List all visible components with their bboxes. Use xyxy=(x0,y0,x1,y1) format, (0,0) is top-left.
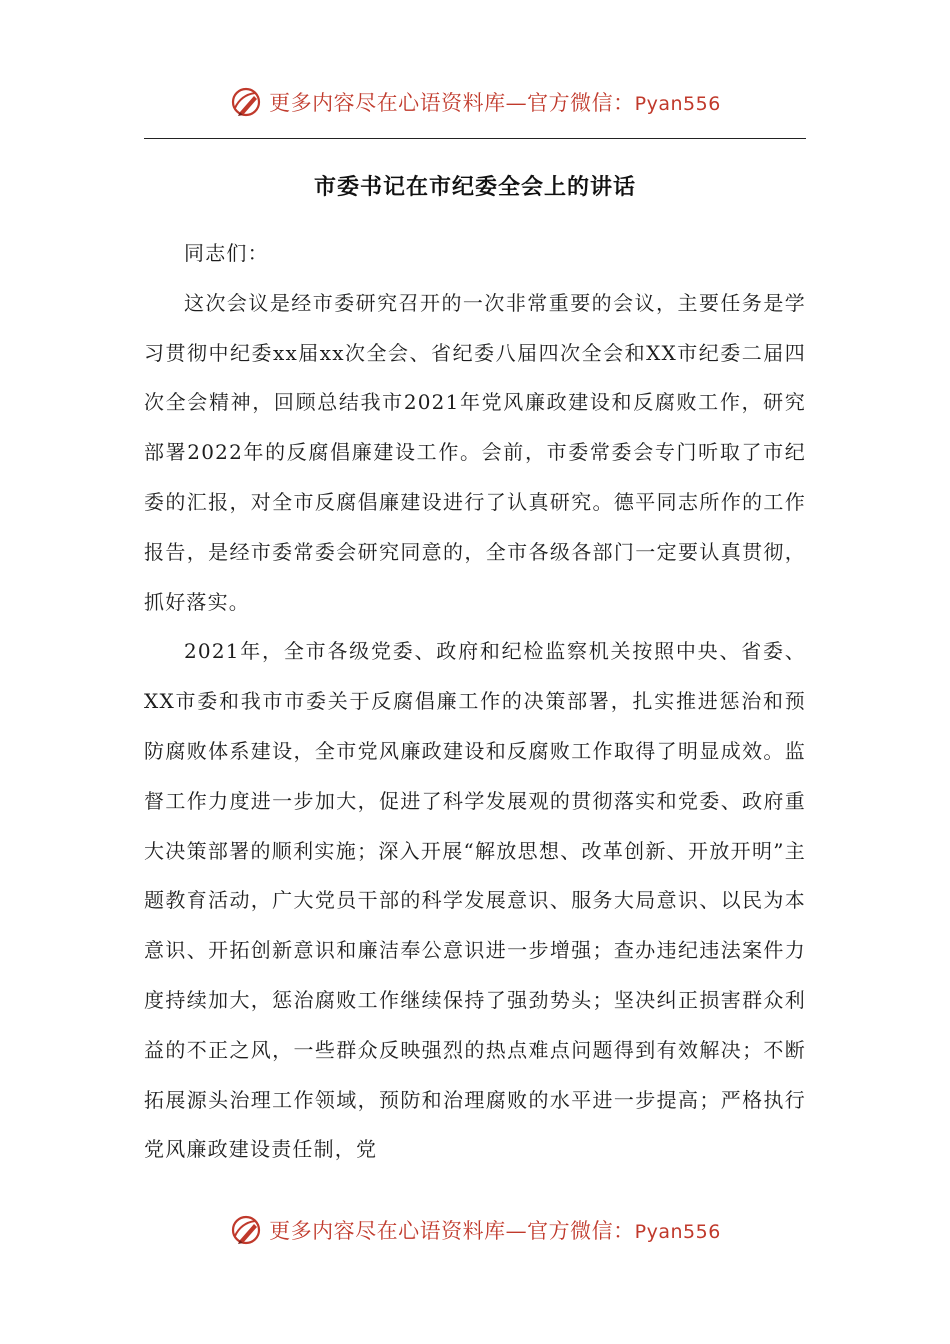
salutation: 同志们： xyxy=(184,241,269,265)
header-divider xyxy=(144,138,806,139)
footer-banner xyxy=(0,1208,950,1252)
paragraph-1: 这次会议是经市委研究召开的一次非常重要的会议，主要任务是学习贯彻中纪委xx届xx次全会、省纪委八届四次全会和XX市纪委二届四次全会精神，回顾总结我市2021年党风廉政建设和反腐败工作，研究部署2022年的反腐倡廉建设工作。会前，市委常委会专门听取了市纪委的汇报，对全市反腐倡廉建设进行了认真研究。德平同志所作的工作报告，是经市委常委会研究同意的，全市各级各部门一定要认真贯彻，抓好落实。 xyxy=(144,290,806,614)
paragraph-2: 2021年，全市各级党委、政府和纪检监察机关按照中央、省委、XX市委和我市市委关于反腐倡廉工作的决策部署，扎实推进惩治和预防腐败体系建设，全市党风廉政建设和反腐败工作取得了明显成效。监督工作力度进一步加大，促进了科学发展观的贯彻落实和党委、政府重大决策部署的顺利实施；深入开展“解放思想、改革创新、开放开明”主题教育活动，广大党员干部的科学发展意识、服务大局意识、以民为本意识、开拓创新意识和廉洁奉公意识进一步增强；查办违纪违法案件力度持续加大，惩治腐败工作继续保持了强劲势头；坚决纠正损害群众利益的不正之风，一些群众反映强烈的热点难点问题得到有效解决；不断拓展源头治理工作领域，预防和治理腐败的水平进一步提高；严格执行党风廉政建设责任制，党 xyxy=(144,639,806,1162)
pen-nib-logo-icon xyxy=(229,1213,263,1247)
header-banner-text xyxy=(269,87,721,117)
header-banner-slogan: 更多内容尽在心语资料库—官方微信： xyxy=(269,91,635,115)
header-banner xyxy=(0,80,950,124)
document-title: 市委书记在市纪委全会上的讲话 xyxy=(313,175,636,200)
footer-wechat-id: Pyan556 xyxy=(634,1221,721,1243)
document-body xyxy=(144,229,806,1175)
header-wechat-id: Pyan556 xyxy=(634,93,721,115)
pen-nib-logo-icon xyxy=(229,85,263,119)
footer-banner-slogan: 更多内容尽在心语资料库—官方微信： xyxy=(269,1219,635,1243)
footer-banner-text xyxy=(269,1215,721,1245)
